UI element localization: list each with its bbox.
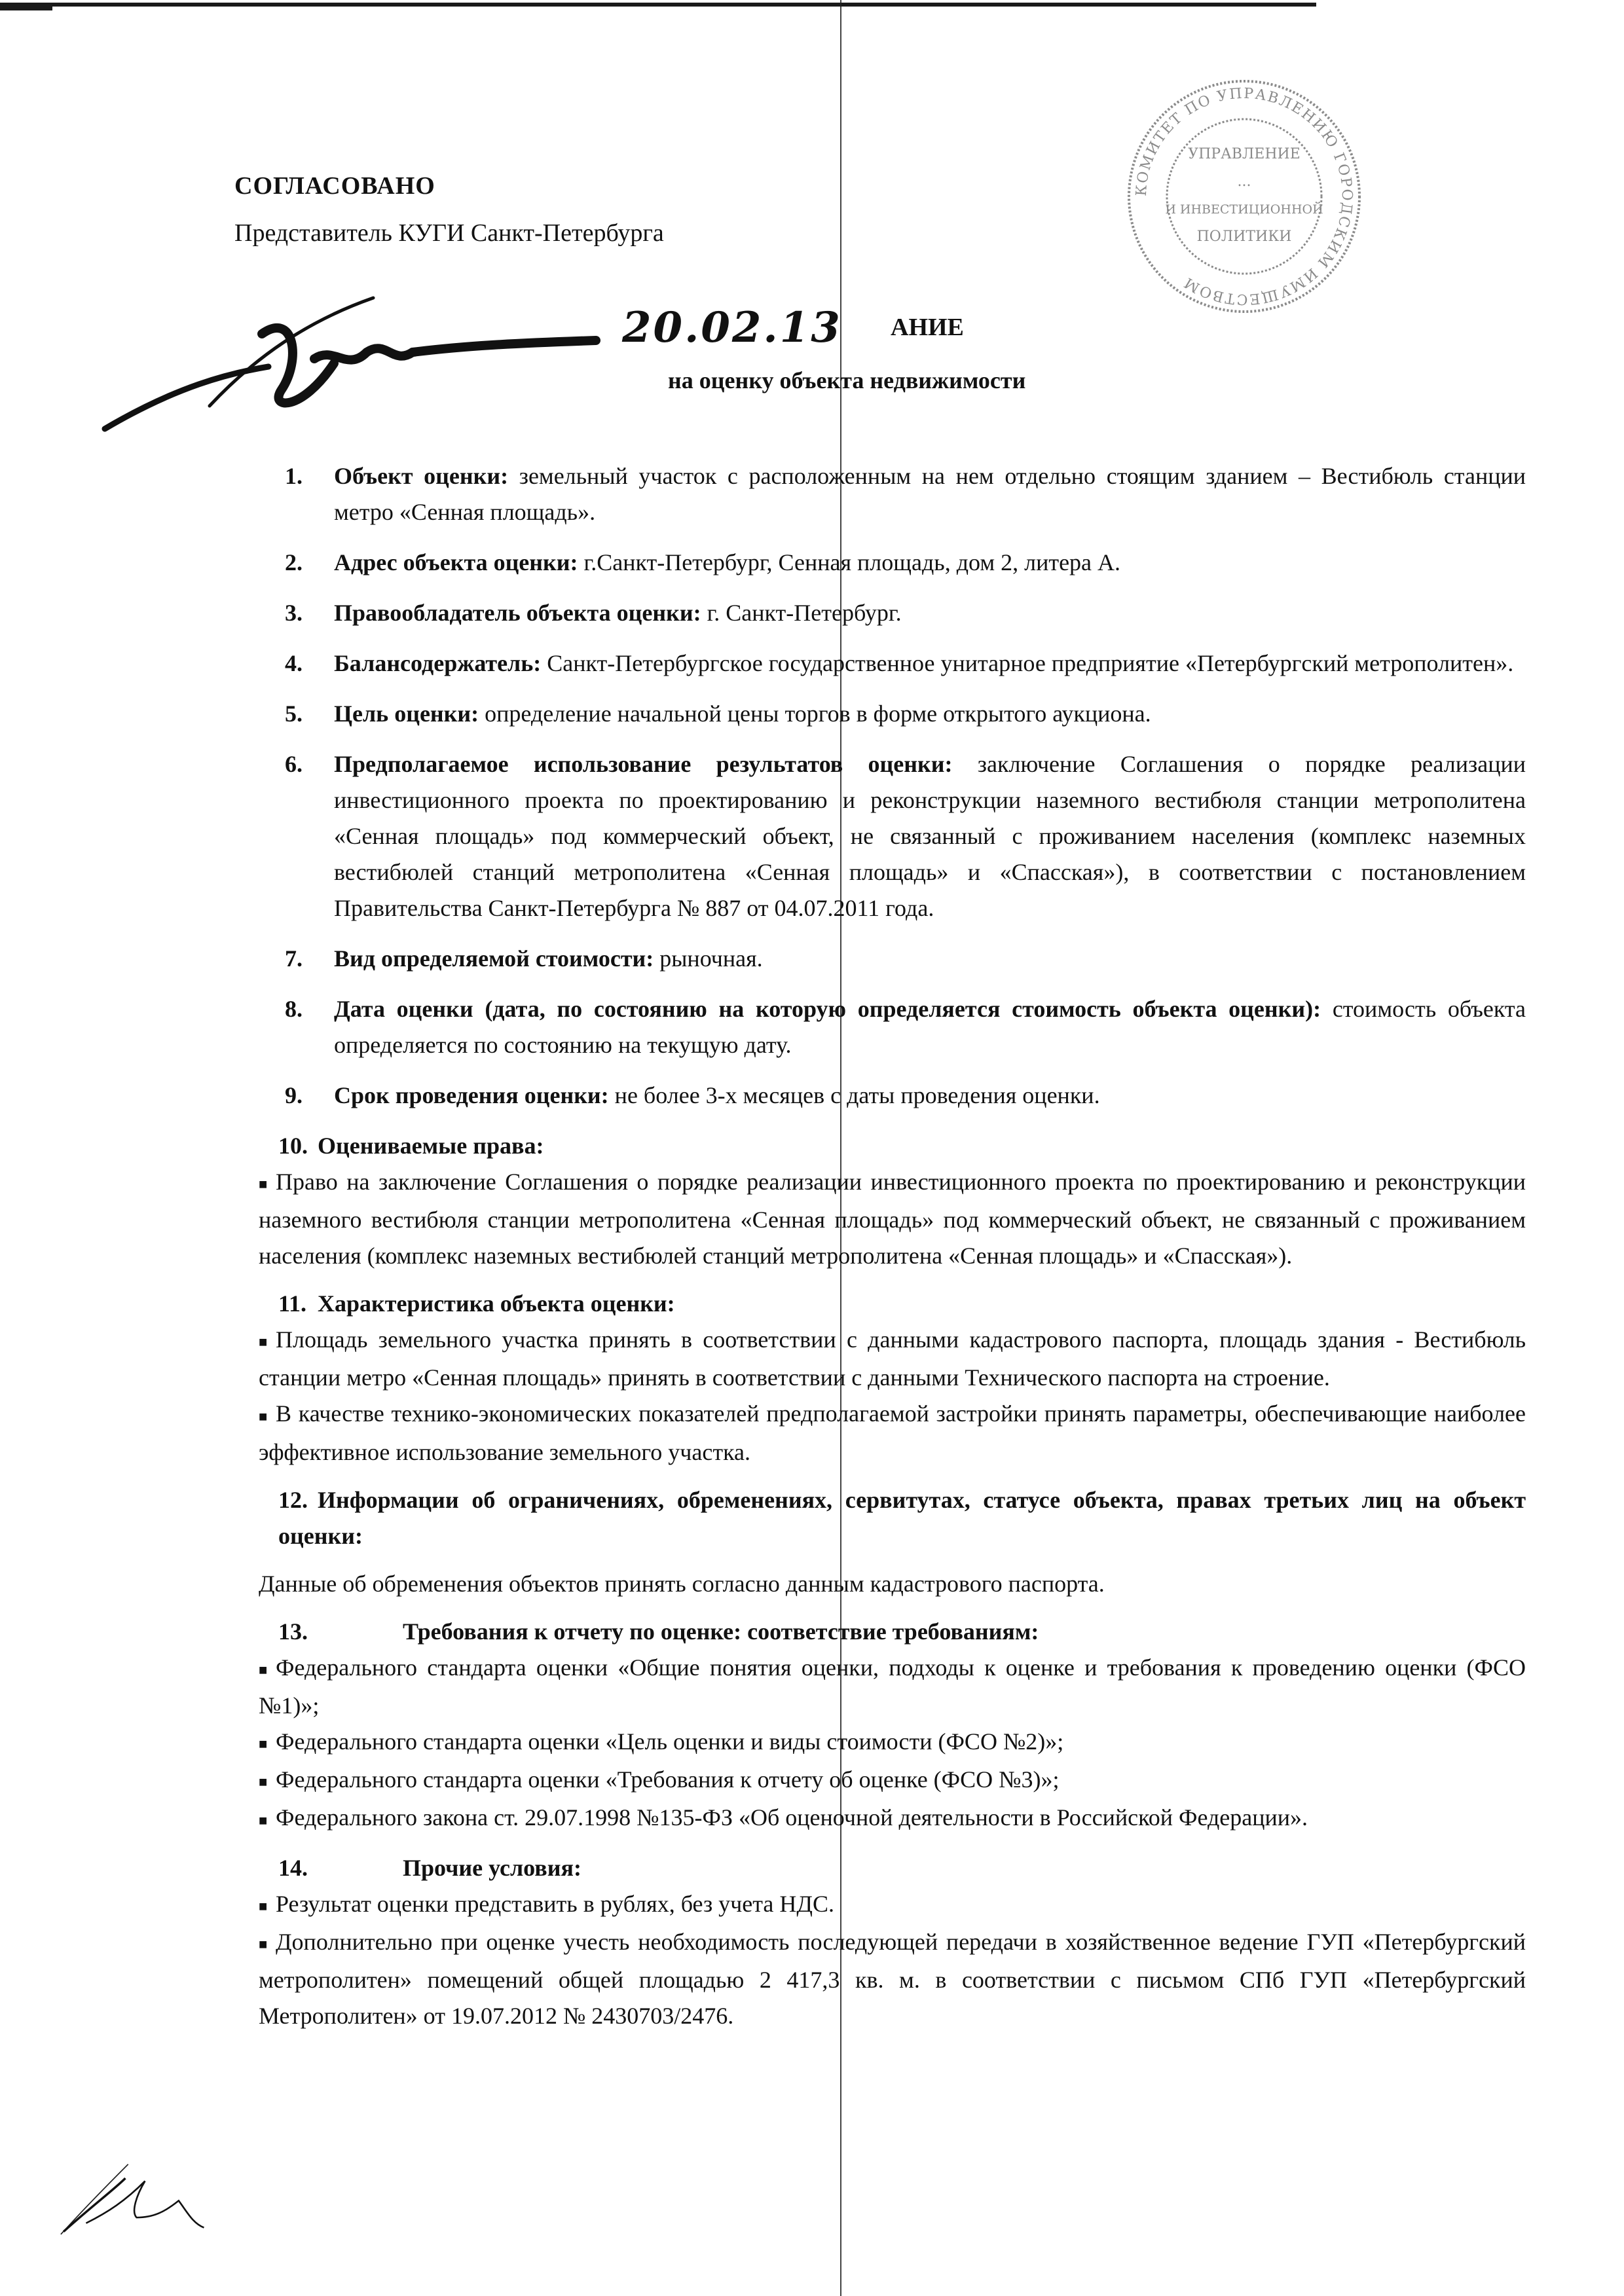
- item-label: Балансодержатель:: [334, 650, 542, 676]
- section-number: 13.: [278, 1618, 308, 1645]
- bullet-icon: ■: [259, 1736, 268, 1753]
- bullet-item: [259, 1724, 1526, 1762]
- bullet-icon: ■: [259, 1936, 268, 1953]
- item-value: определение начальной цены торгов в форме открытого аукциона.: [485, 701, 1151, 727]
- initials-signature-icon: [52, 2154, 210, 2259]
- section-paragraph: Данные об обременения объектов принять согласно данным кадастрового паспорта.: [259, 1570, 1105, 1597]
- item-label: Срок проведения оценки:: [334, 1082, 609, 1108]
- section-heading: [259, 1286, 1526, 1322]
- bullet-icon: ■: [259, 1897, 268, 1914]
- bullet-icon: ■: [259, 1812, 268, 1829]
- bullet-item: [259, 1164, 1526, 1274]
- section-title: Оцениваемые права:: [318, 1133, 544, 1159]
- bullet-text: Право на заключение Соглашения о порядке реализации инвестиционного проекта по проектированию и реконструкции наземного вестибюля станции метрополитена «Сенная площадь» под коммерческий объект, не связанный с проживанием населения (комплекс наземных вестибюлей станций метрополитена «Сенная площадь» и «Спасская»).: [259, 1169, 1526, 1269]
- numbered-items: [259, 458, 1526, 1114]
- bullet-item: [259, 1800, 1526, 1838]
- bullet-text: Дополнительно при оценке учесть необходимость последующей передачи в хозяйственное ведение ГУП «Петербургский метрополитен» помещений общей площадью 2 417,3 кв. м. в соответствии с письмом СПб ГУП «Петербургский Метрополитен» от 19.07.2012 № 2430703/2476.: [259, 1928, 1526, 2030]
- item-label: Правообладатель объекта оценки:: [334, 600, 701, 626]
- bullet-text: В качестве технико-экономических показателей предполагаемой застройки принять параметры, обеспечивающие наиболее эффективное использование земельного участка.: [259, 1400, 1526, 1465]
- stamp-inner-ring: [1167, 119, 1321, 274]
- approval-title: СОГЛАСОВАНО: [234, 172, 435, 200]
- list-item: [259, 746, 1526, 926]
- item-number: 3.: [285, 600, 303, 626]
- stamp-inner-line: ПОЛИТИКИ: [1196, 228, 1292, 245]
- bullet-item: [259, 1762, 1526, 1800]
- list-item: [259, 646, 1526, 682]
- approval-representative: Представитель КУГИ Санкт-Петербурга: [234, 219, 664, 247]
- bullet-item: [259, 1924, 1526, 2034]
- item-label: Адрес объекта оценки:: [334, 549, 578, 575]
- item-value: не более 3-х месяцев с даты проведения оценки.: [614, 1082, 1100, 1108]
- item-label: Объект оценки:: [334, 463, 509, 489]
- scan-edge-bar: [0, 3, 1316, 7]
- section-heading: [259, 1850, 1526, 1886]
- bullet-text: Площадь земельного участка принять в соответствии с данными кадастрового паспорта, площадь здания - Вестибюль станции метро «Сенная площадь» принять в соответствии с данными Технического паспорта на строение.: [259, 1326, 1526, 1391]
- list-item: [259, 458, 1526, 530]
- item-label: Цель оценки:: [334, 701, 479, 727]
- handwritten-date: 20.02.13: [622, 303, 842, 352]
- bullet-icon: ■: [259, 1774, 268, 1791]
- section-10: [259, 1128, 1526, 1274]
- item-number: 8.: [285, 996, 303, 1022]
- approval-block: [234, 172, 664, 247]
- section-13: [259, 1614, 1526, 1838]
- item-value: г.Санкт-Петербург, Сенная площадь, дом 2, литера А.: [583, 549, 1121, 575]
- section-number: 12.: [278, 1486, 308, 1513]
- section-heading: [259, 1614, 1526, 1650]
- item-label: Вид определяемой стоимости:: [334, 945, 654, 972]
- bullet-icon: ■: [259, 1334, 268, 1351]
- sections: [259, 1128, 1526, 2034]
- section-14: [259, 1850, 1526, 2034]
- scan-edge-bar: [0, 7, 52, 10]
- stamp-inner-line: УПРАВЛЕНИЕ: [1188, 146, 1301, 162]
- section-title: Характеристика объекта оценки:: [318, 1290, 675, 1317]
- section-11: [259, 1286, 1526, 1470]
- section-number: 11.: [278, 1290, 307, 1317]
- bullet-text: Результат оценки представить в рублях, без учета НДС.: [276, 1890, 834, 1917]
- bullet-item: [259, 1322, 1526, 1396]
- list-item: [259, 545, 1526, 581]
- stamp-outer-text-path: КОМИТЕТ ПО УПРАВЛЕНИЮ ГОРОДСКИМ ИМУЩЕСТВОМ: [1133, 85, 1356, 308]
- document-body: [259, 458, 1526, 2046]
- bullet-text: Федерального стандарта оценки «Общие понятия оценки, подходы к оценке и требования к проведению оценки (ФСО №1)»;: [259, 1654, 1526, 1719]
- bullet-item: [259, 1886, 1526, 1924]
- item-value: г. Санкт-Петербург.: [707, 600, 902, 626]
- section-title: Информации об ограничениях, обременениях, сервитутах, статусе объекта, правах третьих лиц на объект оценки:: [278, 1486, 1526, 1549]
- item-number: 7.: [285, 945, 303, 972]
- stamp-inner-line: И ИНВЕСТИЦИОННОЙ: [1165, 202, 1323, 217]
- document-subtitle: на оценку объекта недвижимости: [668, 367, 1026, 393]
- bullet-item: [259, 1396, 1526, 1470]
- section-title: Требования к отчету по оценке: соответствие требованиям:: [403, 1618, 1039, 1645]
- item-number: 1.: [285, 463, 303, 489]
- item-label: Дата оценки (дата, по состоянию на которую определяется стоимость объекта оценки):: [334, 996, 1321, 1022]
- list-item: [259, 595, 1526, 631]
- document-title: АНИЕ: [891, 314, 964, 341]
- item-number: 2.: [285, 549, 303, 575]
- bullet-text: Федерального стандарта оценки «Требования к отчету об оценке (ФСО №3)»;: [276, 1766, 1060, 1793]
- item-number: 9.: [285, 1082, 303, 1108]
- section-title: Прочие условия:: [403, 1854, 581, 1881]
- item-value: земельный участок с расположенным на нем отдельно стоящим зданием – Вестибюль станции метро «Сенная площадь».: [334, 463, 1526, 525]
- item-label: Предполагаемое использование результатов оценки:: [334, 751, 953, 777]
- item-number: 6.: [285, 751, 303, 777]
- stamp-outer-ring: [1129, 81, 1359, 312]
- stamp-inner-line: ...: [1237, 173, 1251, 190]
- bullet-text: Федерального стандарта оценки «Цель оценки и виды стоимости (ФСО №2)»;: [276, 1728, 1064, 1755]
- bullet-icon: ■: [259, 1661, 268, 1678]
- item-number: 5.: [285, 701, 303, 727]
- item-value: Санкт-Петербургское государственное унитарное предприятие «Петербургский метрополитен».: [547, 650, 1514, 676]
- item-value: рыночная.: [659, 945, 763, 972]
- list-item: [259, 696, 1526, 732]
- stamp-seal-icon: [1126, 79, 1362, 314]
- section-heading: [259, 1128, 1526, 1164]
- scan-top-edge: [0, 0, 1624, 10]
- bullet-icon: ■: [259, 1176, 268, 1193]
- bullet-text: Федерального закона ст. 29.07.1998 №135-ФЗ «Об оценочной деятельности в Российской Федерации».: [276, 1804, 1308, 1831]
- item-number: 4.: [285, 650, 303, 676]
- item-value: заключение Соглашения о порядке реализации инвестиционного проекта по проектированию и реконструкции наземного вестибюля станции метрополитена «Сенная площадь» под коммерческий объект, не связанный с проживанием населения (комплекс наземных вестибюлей станций метрополитена «Сенная площадь» и «Спасская»), в соответствии с постановлением Правительства Санкт-Петербурга № 887 от 04.07.2011 года.: [334, 751, 1526, 921]
- section-heading: [259, 1482, 1526, 1554]
- signature-icon: [98, 282, 609, 439]
- section-number: 10.: [278, 1133, 308, 1159]
- stamp-outer-text: [1134, 86, 1355, 308]
- list-item: [259, 1078, 1526, 1114]
- section-12: [259, 1482, 1526, 1602]
- item-value: стоимость объекта определяется по состоянию на текущую дату.: [334, 996, 1526, 1058]
- list-item: [259, 941, 1526, 977]
- section-number: 14.: [278, 1854, 308, 1881]
- list-item: [259, 991, 1526, 1063]
- bullet-item: [259, 1650, 1526, 1724]
- bullet-icon: ■: [259, 1408, 268, 1425]
